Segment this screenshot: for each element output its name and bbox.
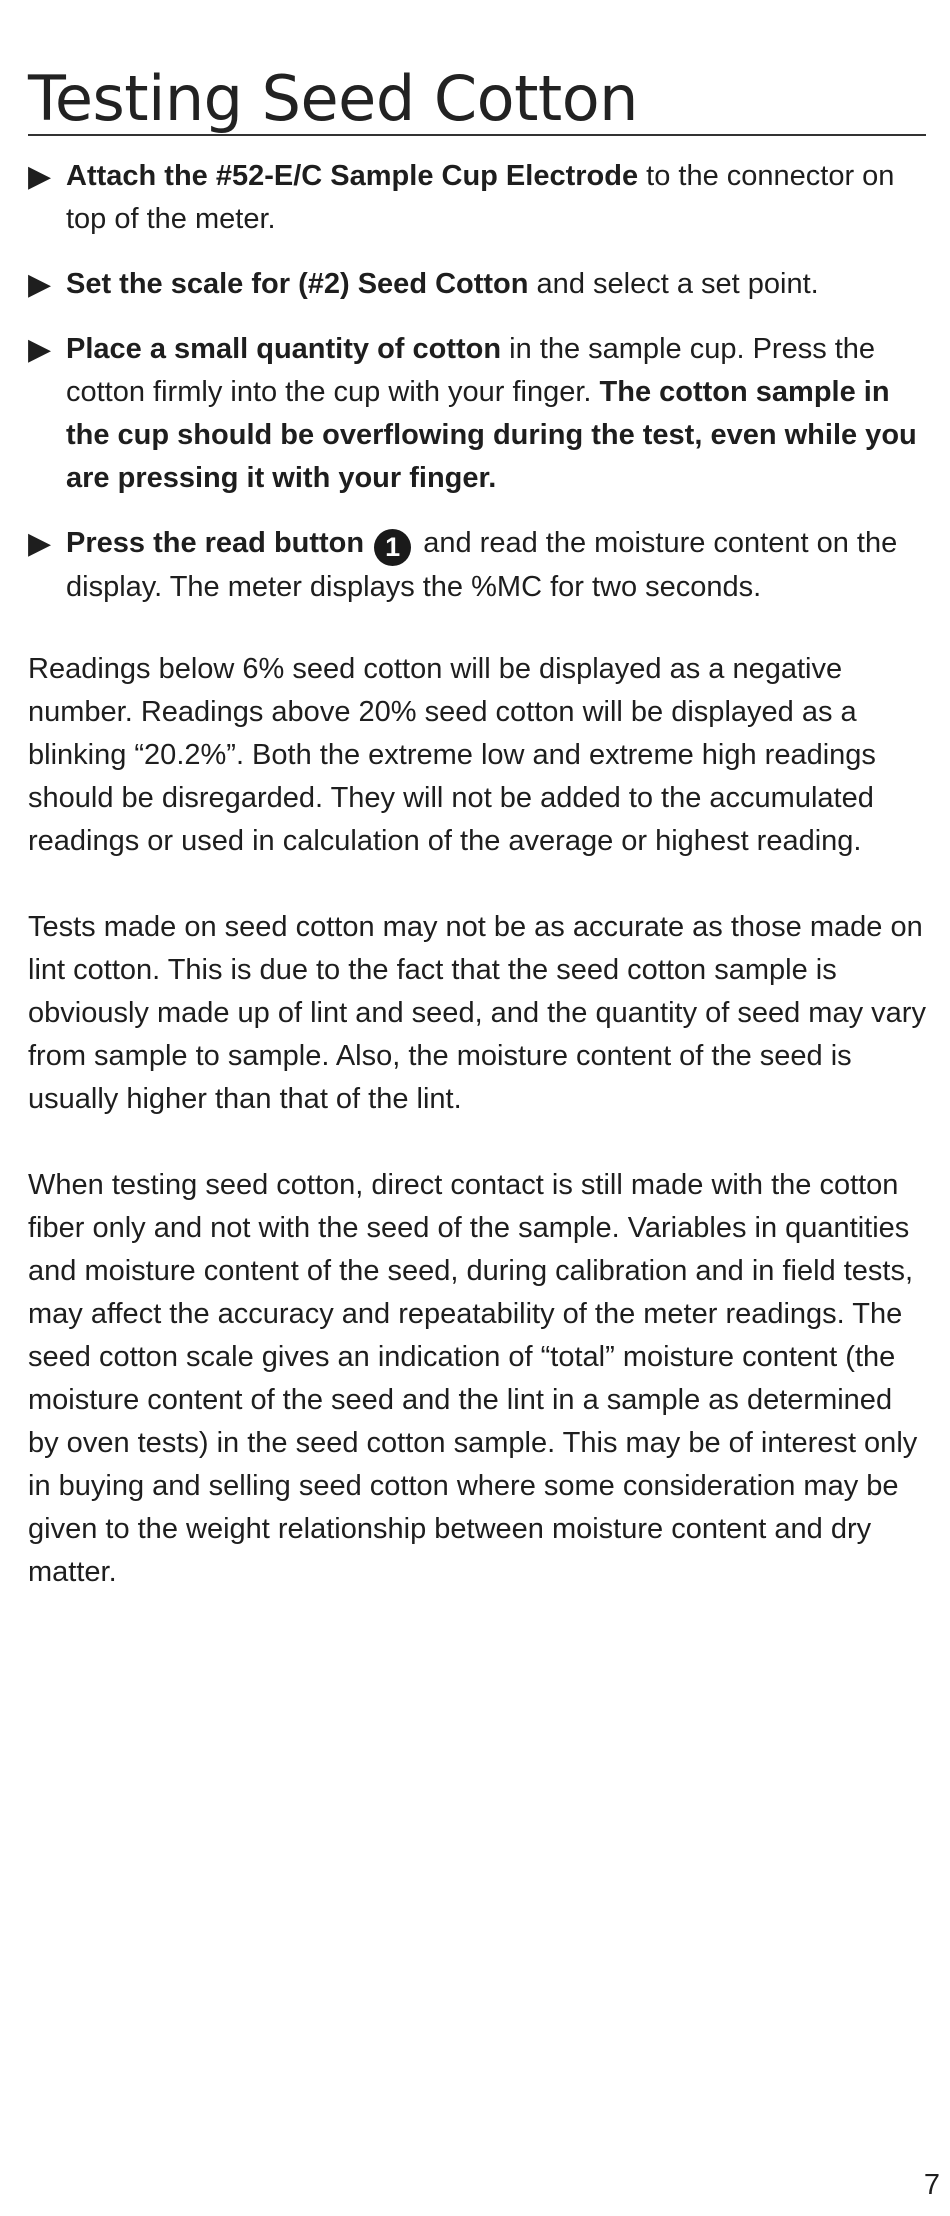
step-bold-text: Set the scale for (#2) Seed Cotton [66,268,529,300]
step-place-cotton [28,328,928,500]
bullet-arrow-icon: ▶ [28,268,52,301]
title-divider [28,134,926,136]
read-button-number-icon: 1 [374,529,411,566]
step-text: and select a set point. [528,268,819,300]
step-text: in the sample cup. Press the cotton firmly into the cup with your finger. [66,333,876,408]
bullet-arrow-icon: ▶ [28,333,52,366]
step-bold-warning: The cotton sample in the cup should be overflowing during the test, even while you are pressing it with your finger. [66,376,917,494]
instruction-steps [28,155,928,631]
step-text: to the connector on top of the meter. [66,160,895,235]
step-set-scale [28,263,928,306]
page-title: Testing Seed Cotton [28,62,638,135]
step-bold-text: Attach the #52-E/C Sample Cup Electrode [66,160,639,192]
paragraph-readings-range: Readings below 6% seed cotton will be displayed as a negative number. Readings above 20% seed cotton will be displayed as a blinking “20.2%”. Both the extreme low and extreme high readings should be disregarded. They will not be added to the accumulated readings or used in calculation of the average or highest reading. [28,653,876,857]
paragraph-total-moisture: When testing seed cotton, direct contact is still made with the cotton fiber only and not with the seed of the sample. Variables in quantities and moisture content of the seed, during calibration and in field tests, may affect the accuracy and repeatability of the meter readings. The seed cotton scale gives an indication of “total” moisture content (the moisture content of the seed and the lint in a sample as determined by oven tests) in the seed cotton sample. This may be of interest only in buying and selling seed cotton where some consideration may be given to the weight relationship between moisture content and dry matter. [28,1169,918,1588]
step-text: and read the moisture content on the display. The meter displays the %MC for two seconds. [66,527,898,603]
step-press-read [28,522,928,609]
step-bold-text: Press the read button [66,527,365,559]
step-attach-electrode [28,155,928,241]
page-number: 7 [923,2169,940,2201]
bullet-arrow-icon: ▶ [28,160,52,193]
bullet-arrow-icon: ▶ [28,527,52,560]
step-bold-text: Place a small quantity of cotton [66,333,502,365]
body-text [28,648,928,1637]
paragraph-accuracy: Tests made on seed cotton may not be as accurate as those made on lint cotton. This is due to the fact that the seed cotton sample is obviously made up of lint and seed, and the quantity of seed may vary from sample to sample. Also, the moisture content of the seed is usually higher than that of the lint. [28,911,926,1115]
